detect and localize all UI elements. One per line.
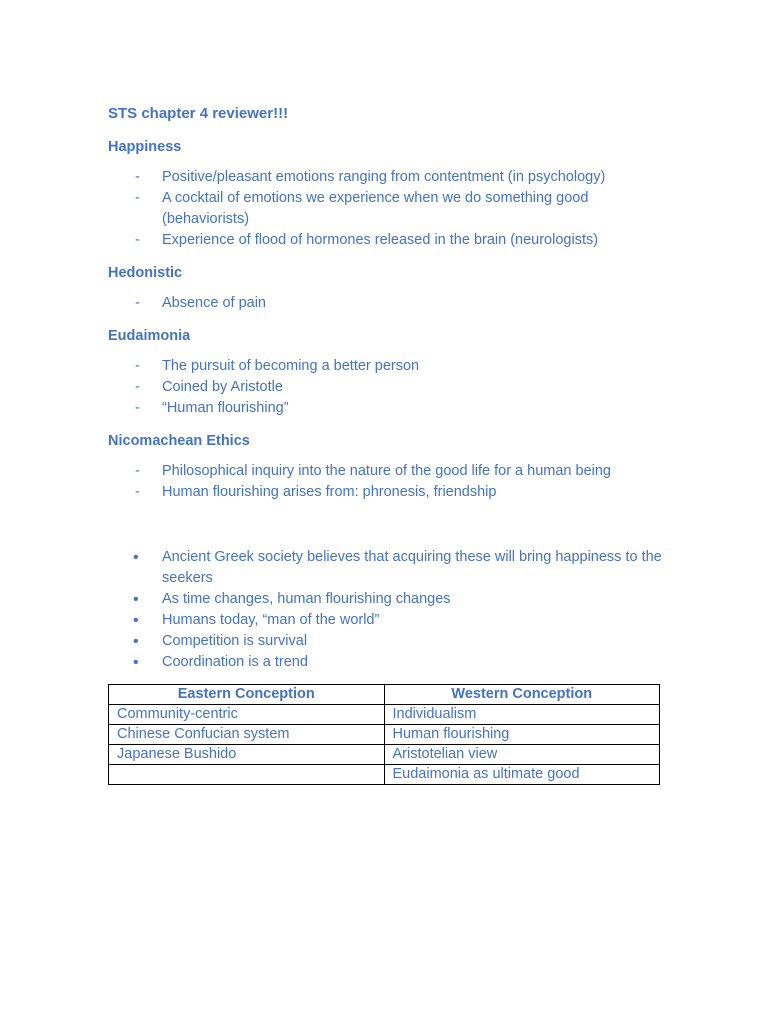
document-title: STS chapter 4 reviewer!!! — [108, 105, 289, 122]
section-heading: Happiness — [108, 139, 182, 155]
table-row — [109, 705, 660, 725]
list-item-text: Positive/pleasant emotions ranging from contentment (in psychology) — [162, 169, 606, 185]
list-item — [108, 356, 664, 377]
list-item-text: Philosophical inquiry into the nature of the good life for a human being — [162, 463, 611, 479]
list-item-text: As time changes, human flourishing changes — [162, 591, 451, 607]
bullet-marker: • — [133, 633, 139, 650]
list-item — [108, 547, 664, 589]
dash-list — [108, 167, 664, 251]
dash-list — [108, 356, 664, 419]
table-row — [109, 745, 660, 765]
list-item — [108, 631, 664, 652]
dash-marker: - — [135, 358, 140, 374]
list-item — [108, 167, 664, 188]
dash-marker: - — [135, 400, 140, 416]
table-cell: Eudaimonia as ultimate good — [384, 765, 660, 785]
list-item-text: Experience of flood of hormones released in the brain (neurologists) — [162, 232, 599, 248]
list-item — [108, 461, 664, 482]
table-cell: Community-centric — [109, 705, 385, 725]
conception-table — [108, 684, 660, 785]
list-item-text: Human flourishing arises from: phronesis, friendship — [162, 484, 497, 500]
list-item-text: Coined by Aristotle — [162, 379, 283, 395]
table-cell — [109, 765, 385, 785]
list-item — [108, 377, 664, 398]
column-header-western: Western Conception — [384, 685, 660, 705]
list-item — [108, 230, 664, 251]
table-row — [109, 725, 660, 745]
list-item-text: Absence of pain — [162, 295, 266, 311]
dash-marker: - — [135, 463, 140, 479]
list-item — [108, 610, 664, 631]
list-item-text: Humans today, “man of the world” — [162, 612, 380, 628]
table-cell: Chinese Confucian system — [109, 725, 385, 745]
bullet-marker: • — [133, 612, 139, 629]
list-item-text: Coordination is a trend — [162, 654, 308, 670]
spacer — [108, 514, 664, 547]
list-item-text: “Human flourishing” — [162, 400, 289, 416]
section-hedonistic — [108, 262, 664, 314]
list-item — [108, 482, 664, 503]
list-item — [108, 398, 664, 419]
dash-list — [108, 293, 664, 314]
column-header-eastern: Eastern Conception — [109, 685, 385, 705]
bullet-marker: • — [133, 654, 139, 671]
table-cell: Human flourishing — [384, 725, 660, 745]
document-page — [108, 103, 664, 785]
bullet-list — [108, 547, 664, 673]
dash-list — [108, 461, 664, 503]
dash-marker: - — [135, 169, 140, 185]
dash-marker: - — [135, 190, 140, 206]
list-item — [108, 589, 664, 610]
table-row — [109, 765, 660, 785]
bullet-marker: • — [133, 549, 139, 566]
section-heading: Hedonistic — [108, 265, 183, 281]
section-happiness — [108, 136, 664, 251]
list-item — [108, 652, 664, 673]
section-eudaimonia — [108, 325, 664, 419]
section-heading: Nicomachean Ethics — [108, 433, 250, 449]
table-header-row — [109, 685, 660, 705]
list-item — [108, 188, 664, 230]
bullet-marker: • — [133, 591, 139, 608]
table-cell: Japanese Bushido — [109, 745, 385, 765]
list-item-text: Competition is survival — [162, 633, 308, 649]
section-nicomachean-ethics — [108, 430, 664, 503]
list-item-text: Ancient Greek society believes that acquiring these will bring happiness to the seekers — [162, 549, 662, 586]
section-heading: Eudaimonia — [108, 328, 191, 344]
list-item — [108, 293, 664, 314]
dash-marker: - — [135, 379, 140, 395]
list-item-text: A cocktail of emotions we experience when we do something good (behaviorists) — [162, 190, 589, 227]
list-item-text: The pursuit of becoming a better person — [162, 358, 420, 374]
dash-marker: - — [135, 232, 140, 248]
table-cell: Individualism — [384, 705, 660, 725]
table-cell: Aristotelian view — [384, 745, 660, 765]
dash-marker: - — [135, 295, 140, 311]
dash-marker: - — [135, 484, 140, 500]
